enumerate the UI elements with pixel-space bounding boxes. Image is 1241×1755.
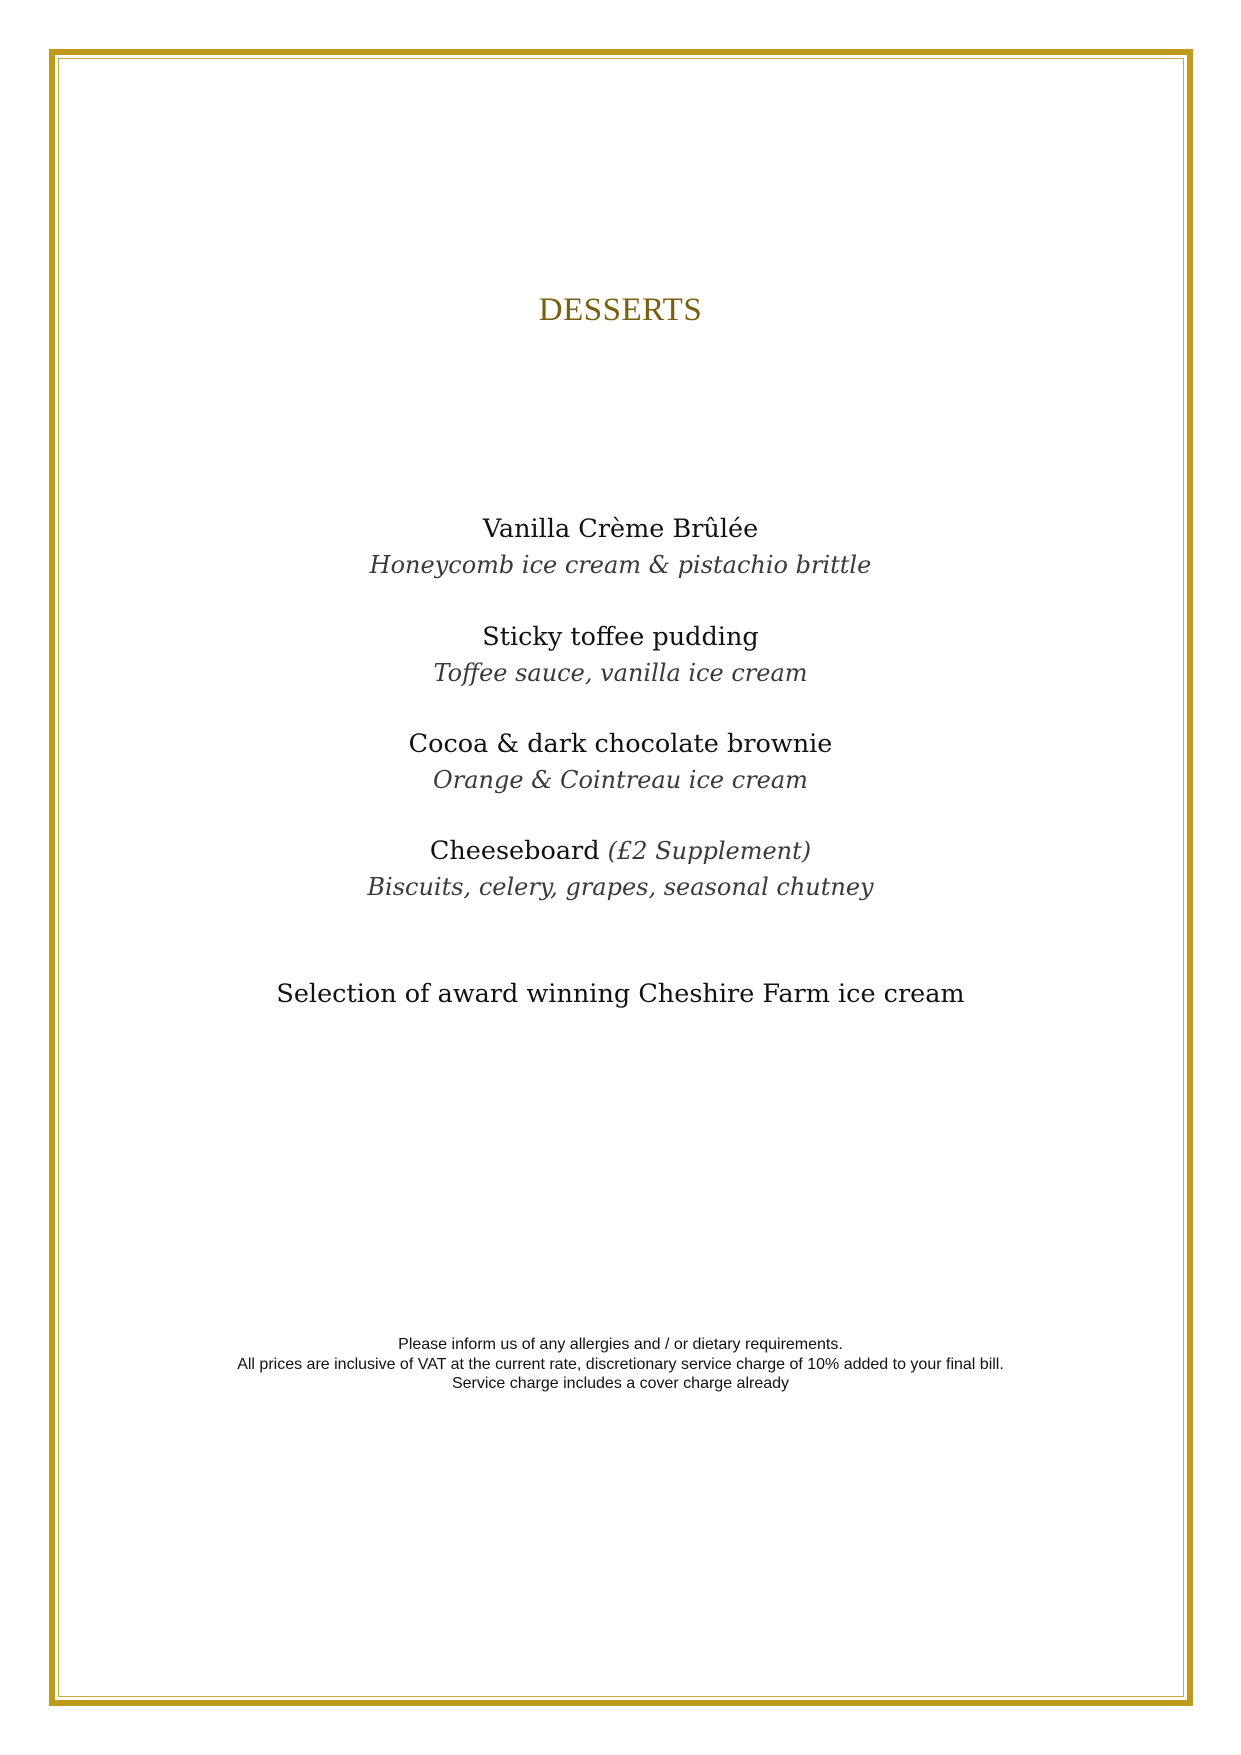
footer-allergy-note: Please inform us of any allergies and / or dietary requirements. [398,1336,843,1353]
menu-item-description: Orange & Cointreau ice cream [433,766,808,794]
menu-title: DESSERTS [538,292,703,328]
menu-item-name: Cocoa & dark chocolate brownie [408,729,833,759]
menu-item-name: Sticky toffee pudding [482,622,759,652]
menu-item [0,833,1241,905]
footer-notes [0,1335,1241,1394]
footer-service-note: Service charge includes a cover charge already [451,1375,790,1392]
menu-item-name-row [0,833,1241,869]
menu-item [0,511,1241,583]
menu-item-description: Honeycomb ice cream & pistachio brittle [369,551,872,579]
menu-item [0,726,1241,798]
menu-item-name: Cheeseboard [429,836,600,866]
menu-item-description: Biscuits, celery, grapes, seasonal chutney [367,873,874,901]
footer-vat-note: All prices are inclusive of VAT at the current rate, discretionary service charge of 10% added to your final bill. [237,1355,1004,1373]
menu-item-supplement: (£2 Supplement) [607,837,812,865]
menu-item-name: Vanilla Crème Brûlée [482,514,759,544]
menu-item-description: Toffee sauce, vanilla ice cream [433,659,808,687]
menu-item [0,619,1241,691]
extra-menu-item: Selection of award winning Cheshire Farm ice cream [276,979,965,1009]
